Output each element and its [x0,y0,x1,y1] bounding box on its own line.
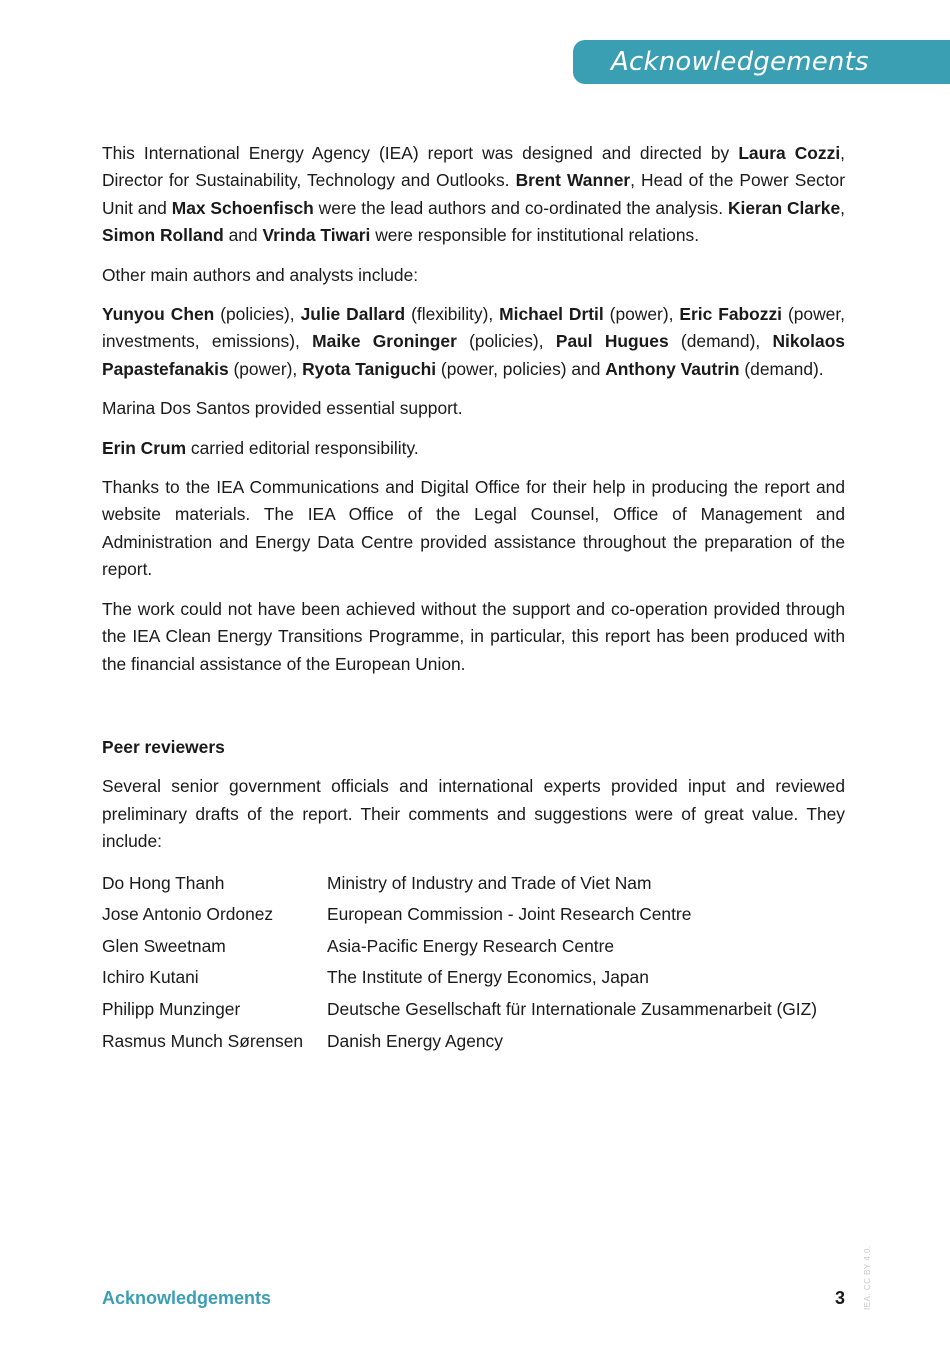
reviewer-organization: Danish Energy Agency [327,1030,503,1051]
reviewer-name: Glen Sweetnam [102,935,226,956]
section-spacer [102,690,845,734]
person-name: Kieran Clarke [727,197,841,218]
page-content [102,140,845,1057]
reviewer-row [102,994,845,1026]
reviewer-organization: Ministry of Industry and Trade of Viet Nam [327,872,652,893]
intro-paragraph-6: Thanks to the IEA Communications and Digital Office for their help in producing the report and website materials. The IEA Office of the Legal Counsel, Office of Management and Administration and Energy Data Centre provided assistance throughout the preparation of the report. [102,477,845,580]
person-name: Max Schoenfisch [171,197,314,218]
reviewer-row [102,1026,845,1058]
person-name: Eric Fabozzi [679,304,782,325]
reviewer-list [102,868,845,1058]
person-name: Nikolaos Papastefanakis [102,331,845,379]
peer-reviewers-intro: Several senior government officials and international experts provided input and reviewed preliminary drafts of the report. Their comments and suggestions were of great value. They include: [102,776,845,852]
person-name: Laura Cozzi [738,143,841,163]
reviewer-name: Ichiro Kutani [102,967,199,988]
person-name: Anthony Vautrin [605,358,740,379]
person-name: Julie Dallard [300,304,406,325]
reviewer-row [102,962,845,994]
reviewer-organization: The Institute of Energy Economics, Japan [327,967,649,988]
intro-paragraph-7: The work could not have been achieved without the support and co-operation provided through the IEA Clean Energy Transitions Programme, in particular, this report has been produced with the financial assistance of the European Union. [102,598,845,674]
intro-paragraph-2: Other main authors and analysts include: [102,264,419,285]
person-name: Simon Rolland [102,225,224,246]
header-tab [573,40,950,84]
person-name: Paul Hugues [555,331,669,352]
person-name: Ryota Taniguchi [302,358,437,379]
reviewer-name: Do Hong Thanh [102,872,225,893]
intro-paragraph-4: Marina Dos Santos provided essential support. [102,398,463,419]
chapter-title: Acknowledgements [611,47,869,77]
reviewer-name: Rasmus Munch Sørensen [102,1030,304,1051]
reviewer-row [102,899,845,931]
person-name: Maike Groninger [312,331,457,352]
reviewer-name: Jose Antonio Ordonez [102,904,274,925]
reviewer-organization: Deutsche Gesellschaft für Internationale Zusammenarbeit (GIZ) [327,998,818,1019]
peer-reviewers-heading: Peer reviewers [102,736,225,757]
person-name: Brent Wanner [515,170,631,191]
reviewer-organization: Asia-Pacific Energy Research Centre [327,935,615,956]
footer-section-label: Acknowledgements [102,1288,272,1308]
intro-paragraph-1: This International Energy Agency (IEA) report was designed and directed by Laura Cozzi, Director for Sustainability, Technology and Outlooks. Brent Wanner, Head of the Power Sector Unit and Max Schoenfisch were the lead authors and co-ordinated the analysis. Kieran Clarke, Simon Rolland and Vrinda Tiwari were responsible for institutional relations. [102,143,845,246]
reviewer-organization: European Commission - Joint Research Centre [327,904,692,925]
page-number: 3 [834,1288,845,1308]
reviewer-row [102,868,845,900]
reviewer-row [102,931,845,963]
reviewer-name: Philipp Munzinger [102,998,241,1019]
person-name: Yunyou Chen [102,304,215,325]
person-name: Vrinda Tiwari [262,225,371,246]
person-name: Erin Crum [102,437,187,458]
intro-paragraph-5: Erin Crum carried editorial responsibility. [102,437,419,458]
intro-paragraph-3: Yunyou Chen (policies), Julie Dallard (flexibility), Michael Drtil (power), Eric Fabozzi (power, investments, emissions), Maike Groninger (policies), Paul Hugues (demand), Nikolaos Papastefanakis (power), Ryota Taniguchi (power, policies) and Anthony Vautrin (demand). [102,304,845,379]
person-name: Michael Drtil [499,304,604,325]
license-notice: IEA. CC BY 4.0. [863,1245,872,1310]
